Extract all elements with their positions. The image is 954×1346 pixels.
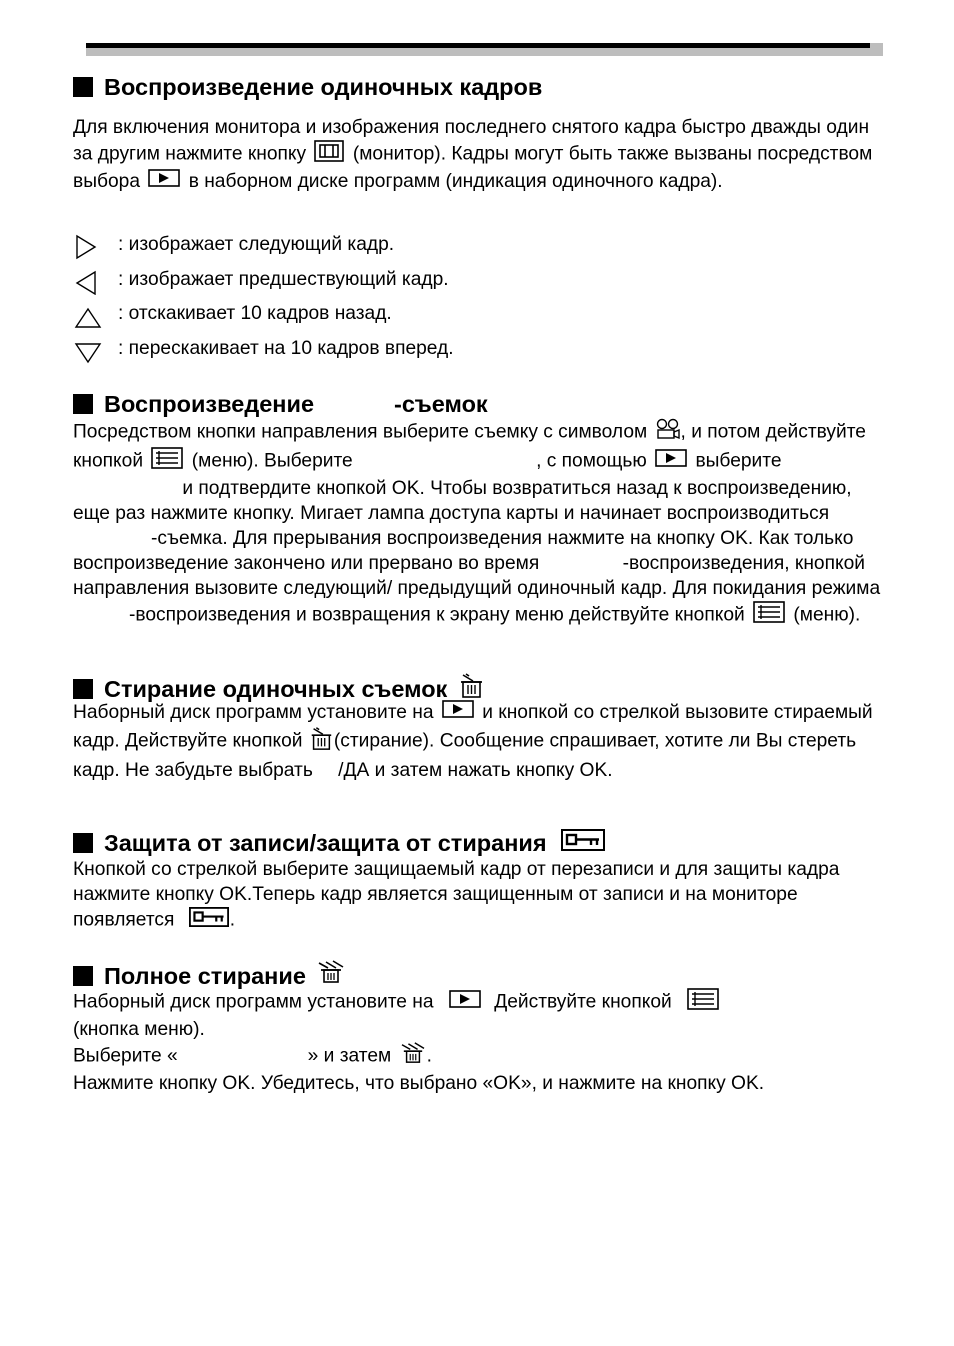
movie-camera-icon: [655, 418, 681, 447]
monitor-button-icon: [314, 140, 344, 169]
protect-key-icon: [188, 907, 230, 934]
heading-bullet-icon: [73, 394, 93, 414]
section-movie-playback: [73, 389, 888, 419]
navigation-list: [73, 232, 773, 370]
section-heading: Воспроизведение -съемок: [73, 389, 888, 419]
section4-paragraph: Кнопкой со стрелкой выберите защищаемый кадр от перезаписи и для защиты кадра нажмите кнопку OK.Теперь кадр является защищенным от записи и на мониторе появляется .: [73, 857, 888, 934]
list-item: : перескакивает на 10 кадров вперед.: [73, 336, 773, 371]
protect-key-icon: [561, 828, 605, 858]
heading-bullet-icon: [73, 77, 93, 97]
menu-button-icon: [753, 601, 785, 630]
list-item: : изображает следующий кадр.: [73, 232, 773, 267]
section-heading: Полное стирание: [73, 960, 888, 991]
section1-paragraph: Для включения монитора и изображения последнего снятого кадра быстро дважды один за другим нажмите кнопку (монитор). Кадры могут быть также вызваны посредством выбора в наборном диске программ (индикация одиночного кадра).: [73, 115, 888, 194]
triangle-down-icon: [73, 338, 103, 364]
menu-button-icon: [687, 988, 719, 1017]
play-mode-icon: [655, 449, 687, 474]
triangle-right-icon: [73, 234, 103, 260]
section-heading: Воспроизведение одиночных кадров: [73, 72, 888, 102]
list-item: : изображает предшествующий кадр.: [73, 267, 773, 302]
erase-trash-icon: [308, 725, 334, 758]
list-item: : отскакивает 10 кадров назад.: [73, 301, 773, 336]
triangle-left-icon: [73, 269, 103, 295]
section2-paragraph: Посредством кнопки направления выберите съемку с символом , и потом действуйте кнопкой (меню). Выберите , с помощью выберите и подтвердите кнопкой OK. Чтобы возвратиться назад к воспроизведению, еще раз нажмите кнопку. Мигает лампа доступа карты и начинает воспроизводиться -съемка. Для прерывания воспроизведения нажмите на кнопку OK. Как только воспроизведение закончено или прервано во время -воспроизведения, кнопкой направления вызовите следующий/ предыдущий одиночный кадр. Для покидания режима -воспроизведения и возвращения к экрану меню действуйте кнопкой (меню).: [73, 418, 888, 630]
play-mode-icon: [442, 700, 474, 725]
menu-button-icon: [151, 447, 183, 476]
triangle-up-icon: [73, 303, 103, 329]
erase-all-icon: [399, 1042, 427, 1071]
section-heading: Стирание одиночных съемок: [73, 671, 888, 706]
section5-paragraph: Наборный диск программ установите на Действуйте кнопкой (кнопка меню). Выберите « » и затем . Нажмите кнопку OK. Убедитесь, что выбрано «OK», и нажмите на кнопку OK.: [73, 988, 888, 1096]
heading-bullet-icon: [73, 679, 93, 699]
erase-all-icon: [316, 960, 346, 991]
section-single-frame-playback: [73, 72, 888, 102]
heading-bullet-icon: [73, 833, 93, 853]
section3-paragraph: Наборный диск программ установите на и кнопкой со стрелкой вызовите стираемый кадр. Действуйте кнопкой (стирание). Сообщение спрашивает, хотите ли Вы стереть кадр. Не забудьте выбрать /ДА и затем нажать кнопку OK.: [73, 702, 873, 782]
section-erase-all: [73, 960, 888, 991]
section-heading: Защита от записи/защита от стирания: [73, 828, 888, 858]
section-write-protection: [73, 828, 888, 858]
play-mode-icon: [449, 990, 481, 1015]
play-mode-icon: [148, 169, 180, 194]
header-rule-shadow-edge: [870, 43, 883, 56]
header-rule-shadow: [86, 48, 883, 56]
heading-bullet-icon: [73, 966, 93, 986]
